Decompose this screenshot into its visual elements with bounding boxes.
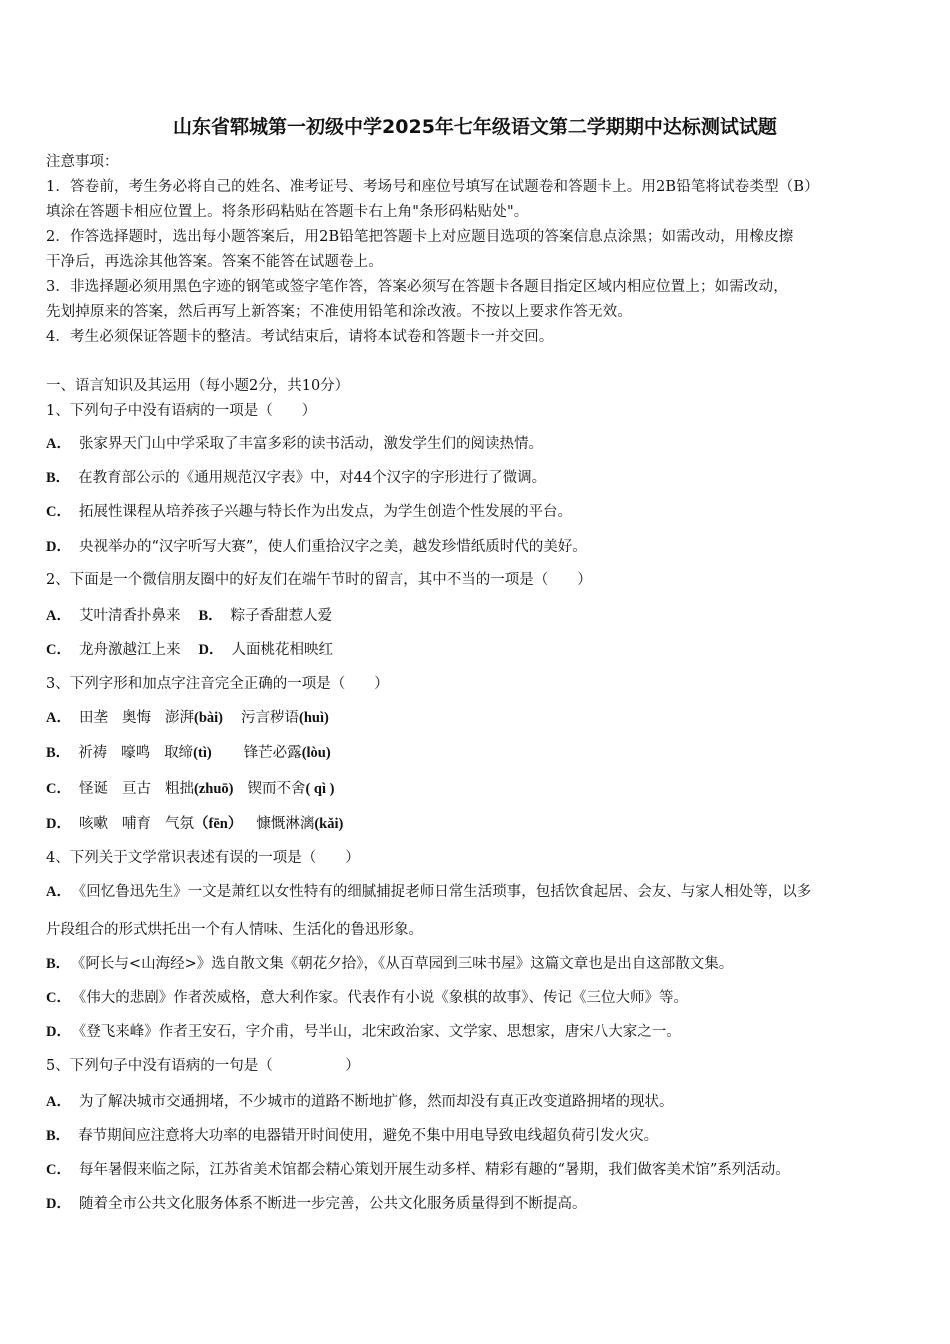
word: 怪诞 bbox=[78, 781, 108, 797]
pinyin: (zhuō) bbox=[193, 781, 234, 797]
option-letter: B． bbox=[46, 956, 71, 972]
option bbox=[46, 988, 688, 1008]
option-letter: B． bbox=[46, 470, 71, 486]
word: 慷慨淋漓 bbox=[256, 816, 315, 832]
option-continuation: 片段组合的形式烘托出一个有人情味、生活化的鲁迅形象。 bbox=[46, 922, 423, 938]
option bbox=[46, 1194, 586, 1214]
option-letter: D． bbox=[46, 539, 71, 555]
option-row bbox=[46, 606, 332, 626]
pinyin: (kǎi) bbox=[314, 816, 344, 832]
word: 嚎鸣 bbox=[121, 745, 151, 761]
option bbox=[46, 743, 331, 763]
option-text: 《回忆鲁迅先生》一文是萧红以女性特有的细腻捕捉老师日常生活琐事，包括饮食起居、会友、与家人相处等，以多 bbox=[78, 884, 812, 900]
option bbox=[46, 468, 546, 488]
word: 锋芒必露 bbox=[243, 745, 302, 761]
option bbox=[46, 434, 543, 454]
word: 锲而不舍 bbox=[247, 781, 306, 797]
question-stem: 5、下列句子中没有语病的一句是（ ） bbox=[46, 1058, 360, 1074]
option-letter: C． bbox=[46, 504, 71, 520]
option-letter: D． bbox=[46, 816, 71, 832]
option bbox=[46, 882, 811, 902]
option-letter: B． bbox=[46, 745, 71, 761]
option-text: 艾叶清香扑鼻来 bbox=[78, 608, 181, 624]
pinyin: （fēn） bbox=[193, 816, 243, 832]
pinyin: (tì) bbox=[193, 745, 212, 761]
option bbox=[46, 1126, 658, 1146]
notice-line: 先划掉原来的答案，然后再写上新答案；不准使用铅笔和涂改液。不按以上要求作答无效。 bbox=[46, 304, 632, 320]
option bbox=[46, 814, 343, 834]
question-stem: 1、下列句子中没有语病的一项是（ ） bbox=[46, 403, 317, 419]
option bbox=[46, 1092, 673, 1112]
option-letter: D． bbox=[46, 1196, 71, 1212]
option bbox=[46, 708, 329, 728]
option-text: 每年暑假来临之际，江苏省美术馆都会精心策划开展生动多样、精彩有趣的“暑期，我们做客美术馆”系列活动。 bbox=[78, 1162, 790, 1178]
option-letter: C． bbox=[46, 1162, 71, 1178]
option-text: 随着全市公共文化服务体系不断进一步完善，公共文化服务质量得到不断提高。 bbox=[78, 1196, 587, 1212]
pinyin: (bài) bbox=[193, 710, 223, 726]
option-text: 春节期间应注意将大功率的电器错开时间使用，避免不集中用电导致电线超负荷引发火灾。 bbox=[78, 1128, 659, 1144]
section-heading: 一、语言知识及其运用（每小题2分，共10分） bbox=[46, 378, 350, 394]
word: 污言秽语 bbox=[240, 710, 299, 726]
option-row bbox=[46, 640, 333, 660]
option-letter: C． bbox=[46, 990, 71, 1006]
notice-heading: 注意事项： bbox=[46, 154, 119, 170]
option-text: 《登飞来峰》作者王安石，字介甫，号半山，北宋政治家、文学家、思想家，唐宋八大家之一。 bbox=[78, 1024, 681, 1040]
page-title: 山东省郓城第一初级中学2025年七年级语文第二学期期中达标测试试题 bbox=[173, 116, 777, 138]
option-text: 粽子香甜惹人爱 bbox=[230, 608, 333, 624]
option-letter: A． bbox=[46, 884, 71, 900]
question-stem: 2、下面是一个微信朋友圈中的好友们在端午节时的留言，其中不当的一项是（ ） bbox=[46, 572, 592, 588]
option bbox=[46, 1160, 790, 1180]
option bbox=[46, 537, 587, 557]
word: 哺育 bbox=[121, 816, 151, 832]
word: 奥悔 bbox=[121, 710, 151, 726]
word: 亘古 bbox=[121, 781, 151, 797]
word: 澎湃 bbox=[164, 710, 194, 726]
question-stem: 4、下列关于文学常识表述有误的一项是（ ） bbox=[46, 850, 360, 866]
option-text: 为了解决城市交通拥堵，不少城市的道路不断地扩修，然而却没有真正改变道路拥堵的现状。 bbox=[78, 1094, 674, 1110]
option-letter: C． bbox=[46, 781, 71, 797]
option-letter: D． bbox=[46, 1024, 71, 1040]
notice-line: 1．答卷前，考生务必将自己的姓名、准考证号、考场号和座位号填写在试题卷和答题卡上。用2B铅笔将试卷类型（B） bbox=[46, 179, 819, 195]
option-letter: B． bbox=[198, 608, 223, 624]
word: 取缔 bbox=[164, 745, 194, 761]
option-text: 拓展性课程从培养孩子兴趣与特长作为出发点，为学生创造个性发展的平台。 bbox=[78, 504, 572, 520]
option bbox=[46, 502, 572, 522]
option-letter: A． bbox=[46, 608, 71, 624]
word: 田垄 bbox=[78, 710, 108, 726]
option-letter: C． bbox=[46, 642, 71, 658]
word: 气氛 bbox=[164, 816, 194, 832]
notice-line: 填涂在答题卡相应位置上。将条形码粘贴在答题卡右上角"条形码粘贴处"。 bbox=[46, 204, 529, 220]
option-letter: D． bbox=[198, 642, 224, 658]
option-text: 张家界天门山中学采取了丰富多彩的读书活动，激发学生们的阅读热情。 bbox=[78, 436, 543, 452]
notice-line: 干净后，再选涂其他答案。答案不能答在试题卷上。 bbox=[46, 254, 383, 270]
option-letter: A． bbox=[46, 1094, 71, 1110]
notice-line: 3．非选择题必须用黑色字迹的钢笔或签字笔作答，答案必须写在答题卡各题目指定区域内相应位置上；如需改动， bbox=[46, 279, 788, 295]
notice-line: 4．考生必须保证答题卡的整洁。考试结束后，请将本试卷和答题卡一并交回。 bbox=[46, 329, 554, 345]
pinyin: (huì) bbox=[298, 710, 329, 726]
word: 咳嗽 bbox=[78, 816, 108, 832]
option-letter: B． bbox=[46, 1128, 71, 1144]
word: 粗拙 bbox=[164, 781, 194, 797]
question-stem: 3、下列字形和加点字注音完全正确的一项是（ ） bbox=[46, 676, 389, 692]
option-text: 央视举办的“汉字听写大赛”，使人们重拾汉字之美，越发珍惜纸质时代的美好。 bbox=[78, 539, 587, 555]
pinyin: ( qì ) bbox=[305, 781, 335, 797]
option bbox=[46, 1022, 681, 1042]
option bbox=[46, 954, 733, 974]
option bbox=[46, 779, 334, 799]
option-letter: A． bbox=[46, 436, 71, 452]
option-text: 《阿长与<山海经>》选自散文集《朝花夕拾》，《从百草园到三味书屋》这篇文章也是出自这部散文集。 bbox=[78, 956, 734, 972]
word: 祈祷 bbox=[78, 745, 108, 761]
notice-line: 2．作答选择题时，选出每小题答案后，用2B铅笔把答题卡上对应题目选项的答案信息点涂黑；如需改动，用橡皮擦 bbox=[46, 229, 794, 245]
option-text: 龙舟激越江上来 bbox=[78, 642, 181, 658]
pinyin: (lòu) bbox=[301, 745, 331, 761]
option-letter: A． bbox=[46, 710, 71, 726]
option-text: 在教育部公示的《通用规范汉字表》中，对44个汉字的字形进行了微调。 bbox=[78, 470, 547, 486]
option-text: 《伟大的悲剧》作者茨威格，意大利作家。代表作有小说《象棋的故事》、传记《三位大师》等。 bbox=[78, 990, 688, 1006]
option-text: 人面桃花相映红 bbox=[231, 642, 333, 658]
